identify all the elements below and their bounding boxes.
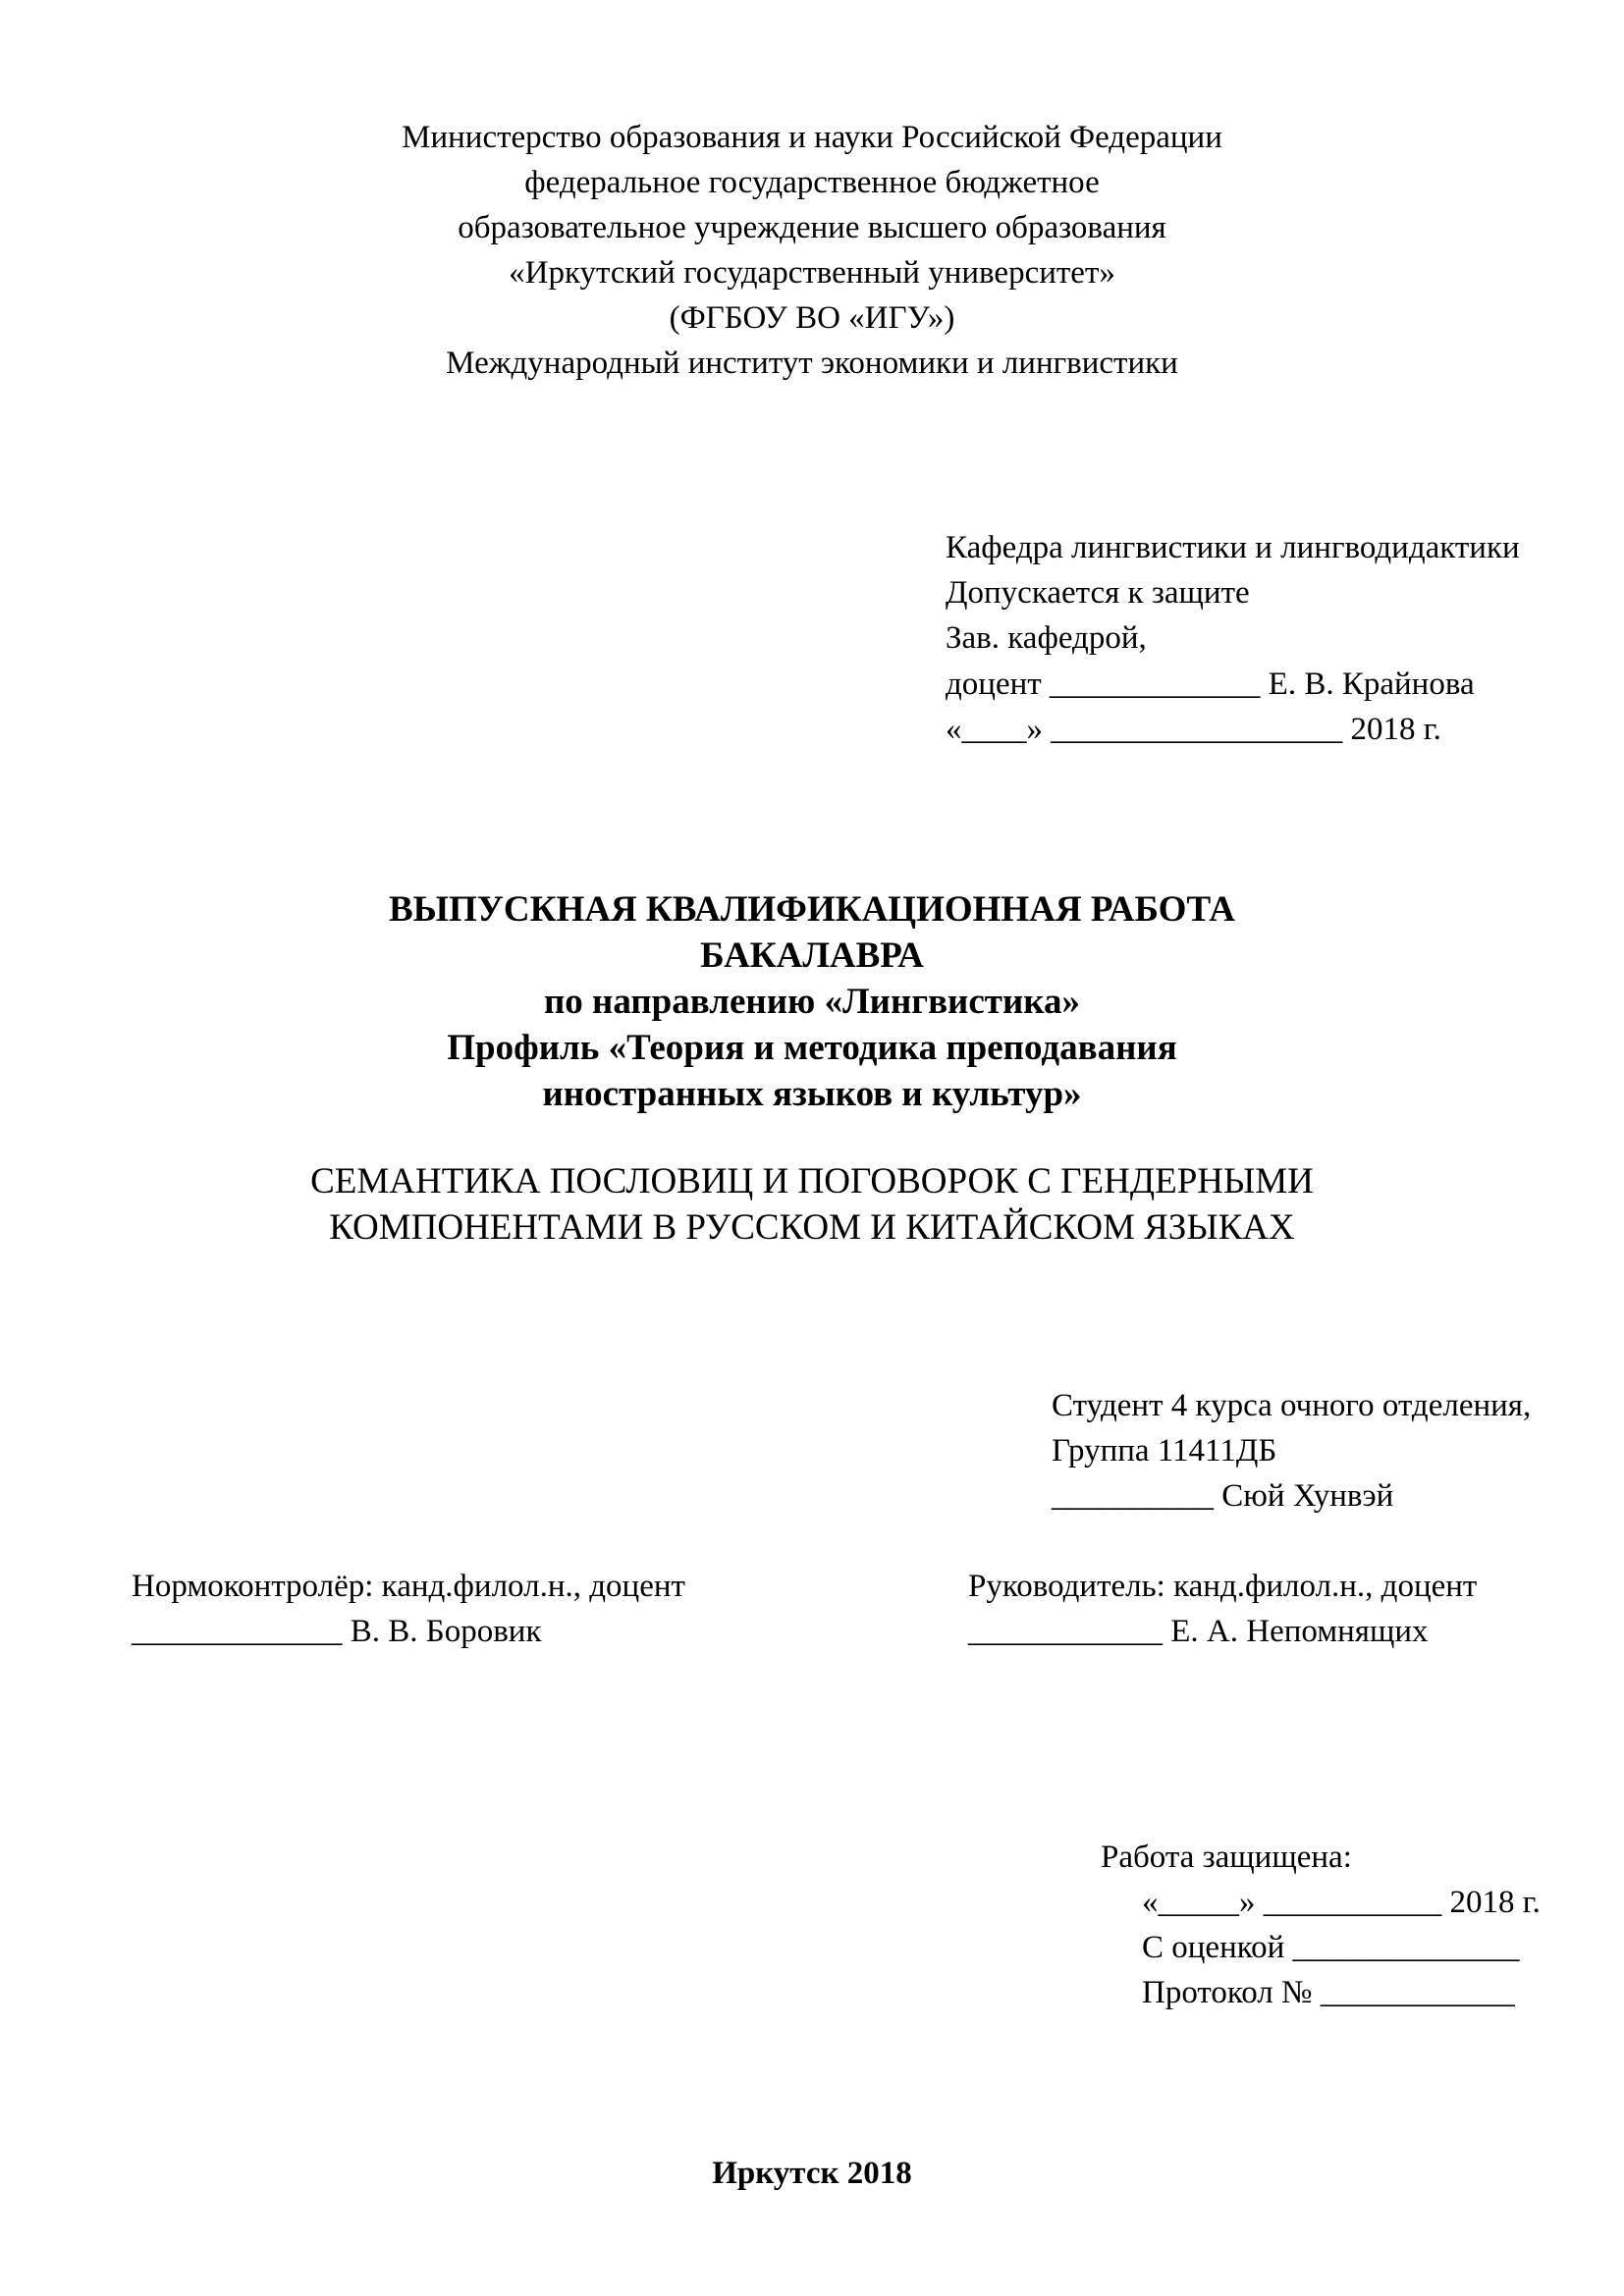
topic-line-2: КОМПОНЕНТАМИ В РУССКОМ И КИТАЙСКОМ ЯЗЫКАХ <box>329 1207 1295 1248</box>
defense-protocol-line: Протокол № ____________ <box>1142 1975 1515 2010</box>
defense-title: Работа защищена: <box>1101 1840 1352 1875</box>
normcontroller-role: Нормоконтролёр: канд.филол.н., доцент <box>132 1569 685 1604</box>
thesis-direction: по направлению «Лингвистика» <box>543 982 1081 1022</box>
admitted-to-defense: Допускается к защите <box>946 575 1250 611</box>
supervisor-signature-line: ____________ Е. А. Непомнящих <box>968 1614 1429 1649</box>
header-line-institution: образовательное учреждение высшего образования <box>458 210 1166 245</box>
student-course: Студент 4 курса очного отделения, <box>1052 1388 1532 1423</box>
defense-date-line: «_____» ___________ 2018 г. <box>1142 1885 1541 1920</box>
defense-grade-line: С оценкой ______________ <box>1142 1930 1520 1965</box>
normcontroller-signature-line: _____________ В. В. Боровик <box>132 1614 542 1649</box>
header-line-federal: федеральное государственное бюджетное <box>524 165 1100 200</box>
thesis-type: ВЫПУСКНАЯ КВАЛИФИКАЦИОННАЯ РАБОТА <box>388 889 1236 930</box>
header-line-abbreviation: (ФГБОУ ВО «ИГУ») <box>669 300 955 336</box>
header-line-ministry: Министерство образования и науки Российской Федерации <box>402 120 1222 155</box>
city-year: Иркутск 2018 <box>712 2156 912 2191</box>
thesis-degree: БАКАЛАВРА <box>700 935 924 976</box>
header-line-university: «Иркутский государственный университет» <box>509 255 1115 291</box>
thesis-profile: Профиль «Теория и методика преподавания <box>447 1028 1177 1068</box>
department-name: Кафедра лингвистики и лингводидактики <box>946 530 1520 565</box>
thesis-profile-cont: иностранных языков и культур» <box>542 1074 1082 1114</box>
head-signature-line: доцент _____________ Е. В. Крайнова <box>946 667 1475 702</box>
student-group: Группа 11411ДБ <box>1052 1433 1277 1468</box>
topic-line-1: СЕМАНТИКА ПОСЛОВИЦ И ПОГОВОРОК С ГЕНДЕРНЫМИ <box>310 1161 1314 1201</box>
supervisor-role: Руководитель: канд.филол.н., доцент <box>968 1569 1478 1604</box>
approval-date-line: «____» __________________ 2018 г. <box>946 712 1441 747</box>
student-signature-line: __________ Сюй Хунвэй <box>1052 1478 1394 1514</box>
head-of-department: Зав. кафедрой, <box>946 620 1147 656</box>
header-line-institute: Международный институт экономики и лингвистики <box>446 346 1178 381</box>
